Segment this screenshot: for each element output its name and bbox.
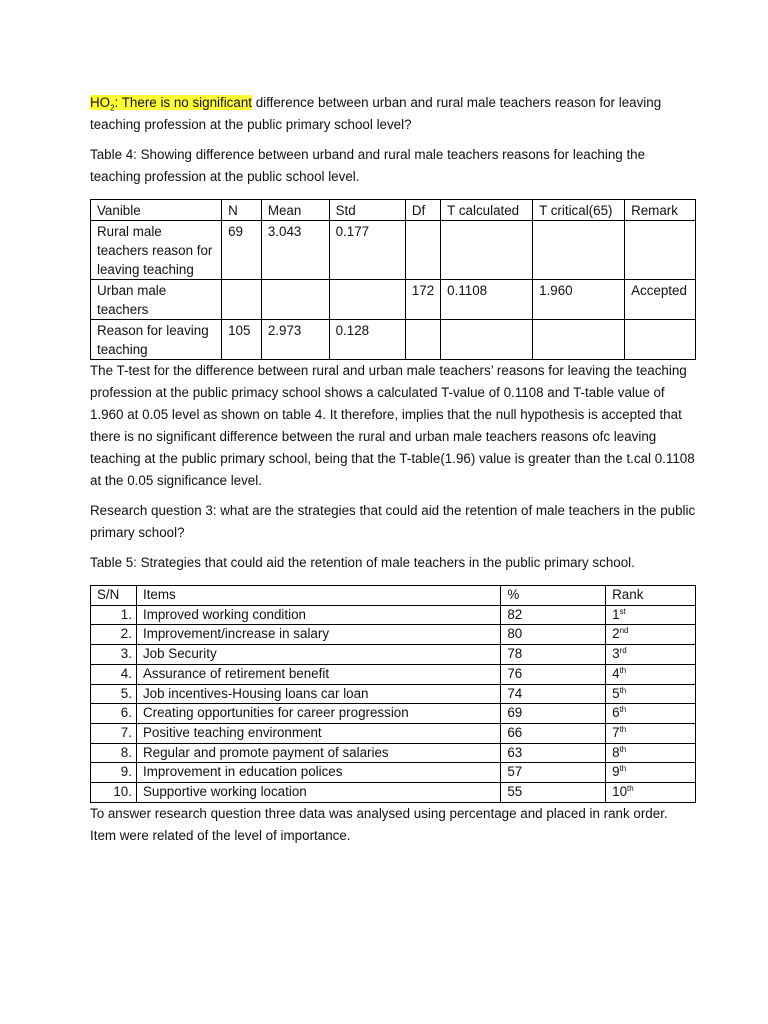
table5-item: Positive teaching environment	[136, 723, 500, 743]
table5-percent: 57	[501, 763, 606, 783]
table5-rank	[606, 625, 696, 645]
table5-row	[91, 625, 696, 645]
rank-suffix: rd	[619, 646, 627, 656]
rank-number: 10	[612, 784, 628, 800]
analysis-paragraph: To answer research question three data was analysed using percentage and placed in rank order. Item were related of the level of importance.	[90, 805, 668, 843]
table5-sn: 9.	[91, 763, 137, 783]
table5-header-cell: Items	[136, 586, 500, 606]
table4-cell	[405, 320, 440, 360]
table5-sn: 7.	[91, 723, 137, 743]
table4-cell	[625, 221, 696, 280]
table5-rank	[606, 783, 696, 803]
rank-suffix: th	[619, 724, 627, 734]
table4-header-row	[91, 200, 696, 221]
table5-header-cell: %	[501, 586, 606, 606]
rank-suffix: th	[619, 665, 627, 675]
table4-header-cell: N	[222, 200, 262, 221]
table5-sn: 10.	[91, 783, 137, 803]
table4-caption: Table 4: Showing difference between urband and rural male teachers reasons for leaching the teaching profession at the public school level.	[90, 147, 646, 184]
table5-percent: 66	[501, 723, 606, 743]
table5-item: Job Security	[136, 645, 500, 665]
table5-item: Creating opportunities for career progression	[136, 704, 500, 724]
table5-percent: 74	[501, 684, 606, 704]
table4-cell	[222, 280, 262, 320]
table5-item: Supportive working location	[136, 783, 500, 803]
table5-rank	[606, 743, 696, 763]
t-test-paragraph: The T-test for the difference between rural and urban male teachers’ reasons for leaving the teaching profession at the public primacy school shows a calculated T-value of 0.1108 and T-table value of 1.960 at 0.05 level as shown on table 4. It therefore, implies that the null hypothesis is accepted that there is no significant difference between the rural and urban male teachers reasons ofc leaving teaching at the public primary school, being that the T-table(1.96) value is greater than the t.cal 0.1108 at the 0.05 significance level.	[90, 363, 695, 488]
research-question-3: Research question 3: what are the strategies that could aid the retention of male teachers in the public primary school?	[90, 503, 696, 540]
hypothesis-highlight	[90, 95, 252, 113]
table5-row	[91, 684, 696, 704]
hypothesis-label: HO	[90, 95, 111, 110]
table5-row	[91, 723, 696, 743]
table5-sn: 3.	[91, 645, 137, 665]
table5-row	[91, 783, 696, 803]
rank-suffix: th	[619, 705, 627, 715]
rank-number: 3	[612, 646, 620, 662]
table5-sn: 4.	[91, 664, 137, 684]
hypothesis-subscript: 2	[110, 103, 115, 113]
table5-rank	[606, 664, 696, 684]
table5-row	[91, 664, 696, 684]
table4-cell	[441, 320, 533, 360]
table4-row	[91, 221, 696, 280]
table4-header-cell: Std	[329, 200, 405, 221]
table4-header-cell: Df	[405, 200, 440, 221]
rank-suffix: th	[619, 744, 627, 754]
table5-item: Improvement in education polices	[136, 763, 500, 783]
table5-percent: 55	[501, 783, 606, 803]
table4-cell	[533, 320, 625, 360]
table4-cell: 2.973	[261, 320, 329, 360]
table4-cell	[625, 320, 696, 360]
table5-percent: 78	[501, 645, 606, 665]
table5-rank	[606, 645, 696, 665]
table5-item: Regular and promote payment of salaries	[136, 743, 500, 763]
table4-row	[91, 320, 696, 360]
table5-rank	[606, 723, 696, 743]
table4-cell	[533, 221, 625, 280]
rank-number: 8	[612, 744, 620, 760]
table5	[90, 585, 696, 803]
table5-percent: 69	[501, 704, 606, 724]
table5-rank	[606, 605, 696, 625]
rank-number: 5	[612, 685, 620, 701]
table5-percent: 82	[501, 605, 606, 625]
rank-number: 2	[612, 626, 620, 642]
table5-header-cell: Rank	[606, 586, 696, 606]
table5-item: Assurance of retirement benefit	[136, 664, 500, 684]
hypothesis-highlight-text: : There is no significant	[114, 95, 252, 110]
table5-sn: 6.	[91, 704, 137, 724]
table5-item: Improvement/increase in salary	[136, 625, 500, 645]
table5-caption: Table 5: Strategies that could aid the retention of male teachers in the public primary school.	[90, 555, 635, 570]
table5-rank	[606, 704, 696, 724]
table4-header-cell: T calculated	[441, 200, 533, 221]
table5-row	[91, 645, 696, 665]
rank-suffix: nd	[619, 626, 629, 636]
table5-percent: 76	[501, 664, 606, 684]
table4-cell	[405, 221, 440, 280]
table5-row	[91, 605, 696, 625]
document-page	[90, 92, 696, 847]
table5-rank	[606, 684, 696, 704]
table4-cell	[441, 221, 533, 280]
table4-cell: Urban male teachers	[91, 280, 222, 320]
rank-suffix: th	[627, 784, 634, 794]
table4-row	[91, 280, 696, 320]
table4-cell: Accepted	[625, 280, 696, 320]
table4-header-cell: Vanible	[91, 200, 222, 221]
table4-cell: 3.043	[261, 221, 329, 280]
hypothesis-statement	[90, 92, 696, 136]
rank-number: 7	[612, 724, 620, 740]
table5-percent: 63	[501, 743, 606, 763]
hypothesis-rest: difference between urban and rural male teachers reason for leaving teaching profession at the public primary school level?	[90, 95, 662, 132]
table4-cell	[261, 280, 329, 320]
table4-header-cell: T critical(65)	[533, 200, 625, 221]
table4-cell: Rural male teachers reason for leaving teaching	[91, 221, 222, 280]
rank-suffix: st	[619, 606, 626, 616]
table4	[90, 199, 696, 360]
table5-row	[91, 704, 696, 724]
table5-row	[91, 763, 696, 783]
table4-cell: 105	[222, 320, 262, 360]
table5-header-cell: S/N	[91, 586, 137, 606]
table4-cell: 0.1108	[441, 280, 533, 320]
rank-number: 6	[612, 705, 620, 721]
table4-cell: 1.960	[533, 280, 625, 320]
table5-percent: 80	[501, 625, 606, 645]
table4-header-cell: Remark	[625, 200, 696, 221]
rank-number: 1	[612, 606, 620, 622]
table5-item: Job incentives-Housing loans car loan	[136, 684, 500, 704]
table4-cell: Reason for leaving teaching	[91, 320, 222, 360]
table4-header-cell: Mean	[261, 200, 329, 221]
table4-cell: 172	[405, 280, 440, 320]
rank-suffix: th	[619, 685, 627, 695]
table5-sn: 1.	[91, 605, 137, 625]
table4-cell: 0.177	[329, 221, 405, 280]
table5-row	[91, 743, 696, 763]
table5-sn: 8.	[91, 743, 137, 763]
table4-cell: 0.128	[329, 320, 405, 360]
table5-sn: 5.	[91, 684, 137, 704]
rank-number: 9	[612, 764, 620, 780]
table5-rank	[606, 763, 696, 783]
rank-suffix: th	[619, 764, 627, 774]
table4-cell	[329, 280, 405, 320]
table5-sn: 2.	[91, 625, 137, 645]
table5-item: Improved working condition	[136, 605, 500, 625]
table5-header-row	[91, 586, 696, 606]
table4-cell: 69	[222, 221, 262, 280]
rank-number: 4	[612, 665, 620, 681]
